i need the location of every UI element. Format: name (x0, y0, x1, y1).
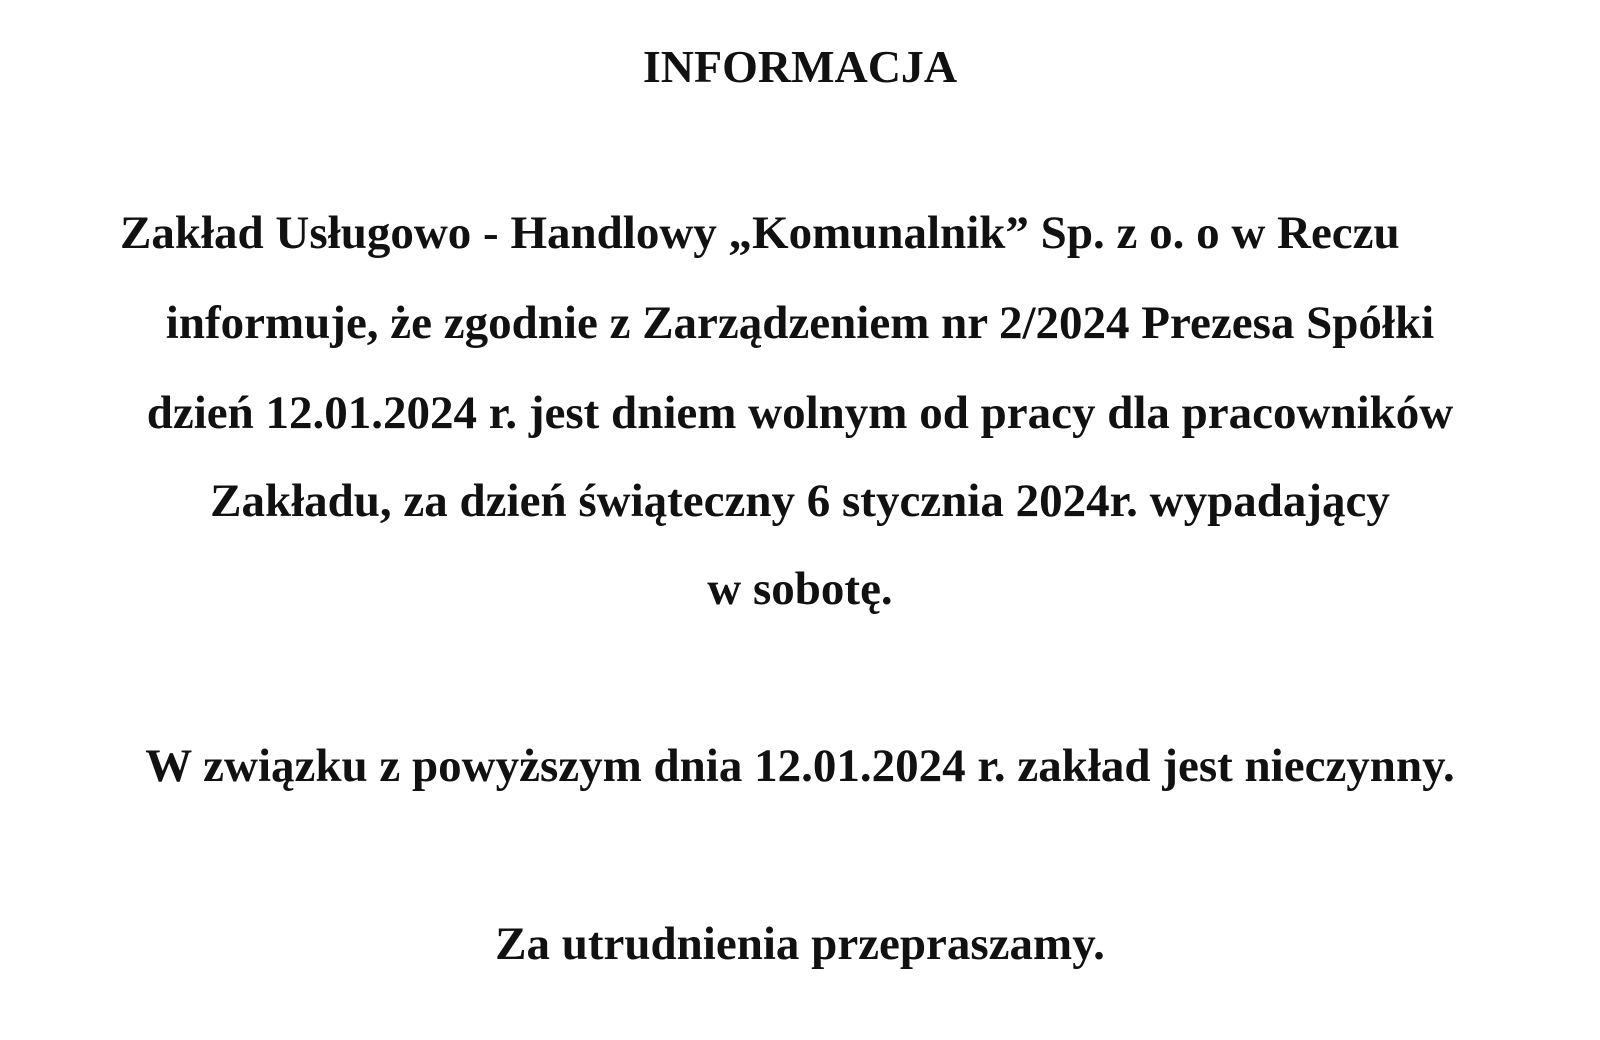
apology-text: Za utrudnienia przepraszamy. (495, 918, 1105, 970)
document-title: INFORMACJA (642, 41, 958, 92)
paragraph-line: informuje, że zgodnie z Zarządzeniem nr 2/2024 Prezesa Spółki (165, 297, 1435, 349)
paragraph-line: Zakład Usługowo - Handlowy „Komunalnik” Sp. z o. o w Reczu (120, 207, 1400, 259)
paragraph-line: w sobotę. (707, 563, 893, 615)
paragraph-line: Zakładu, za dzień świąteczny 6 stycznia 2024r. wypadający (210, 475, 1390, 527)
closure-notice: W związku z powyższym dnia 12.01.2024 r. zakład jest nieczynny. (145, 740, 1455, 792)
paragraph-line: dzień 12.01.2024 r. jest dniem wolnym od pracy dla pracowników (146, 387, 1454, 439)
